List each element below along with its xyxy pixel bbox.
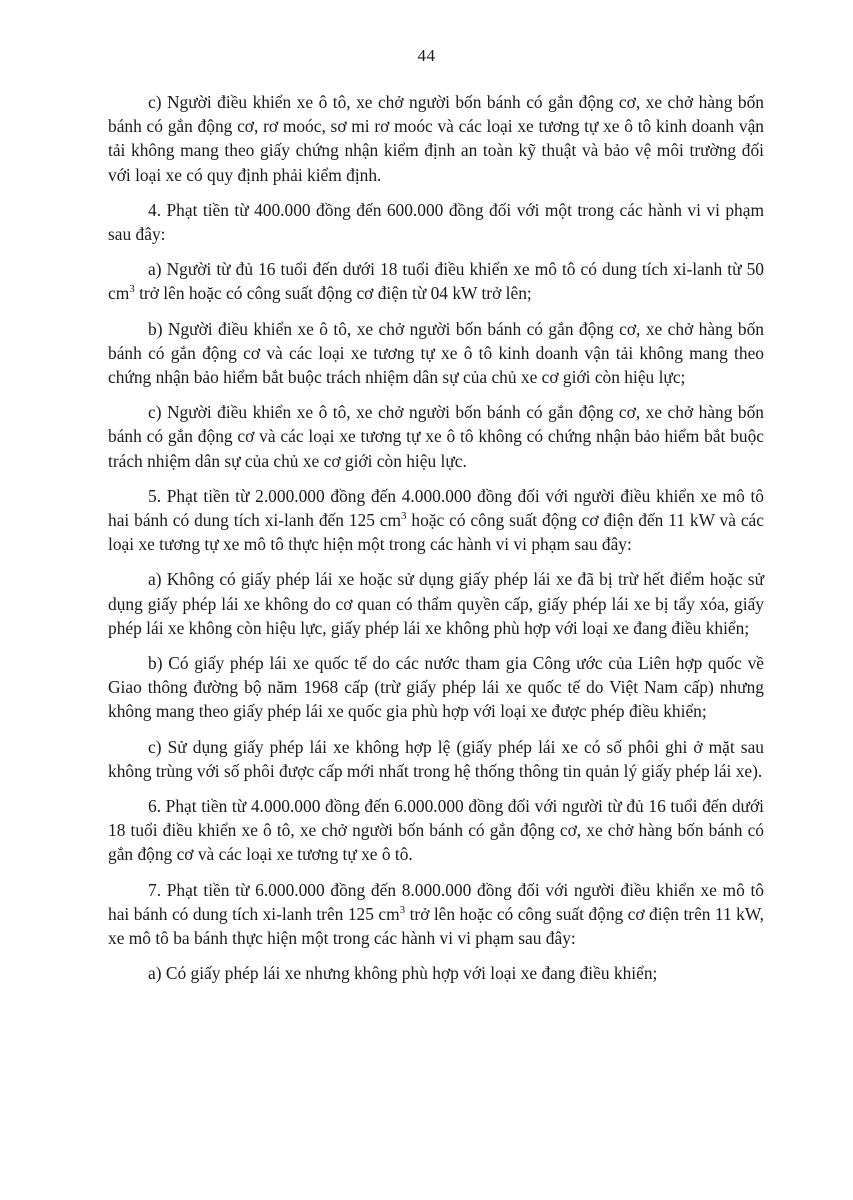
- paragraph: [108, 961, 764, 985]
- text-run: b) Có giấy phép lái xe quốc tế do các nước tham gia Công ước của Liên hợp quốc về Giao thông đường bộ năm 1968 cấp (trừ giấy phép lái xe quốc tế do Việt Nam cấp) nhưng không mang theo giấy phép lái xe quốc gia phù hợp với loại xe được phép điều khiển;: [108, 653, 764, 722]
- text-run: 5. Phạt tiền từ 2.000.000 đồng đến 4.000.000 đồng đối với người điều khiển xe mô tô hai bánh có dung tích xi-lanh đến 125 cm: [108, 485, 764, 531]
- document-body: [108, 90, 764, 986]
- text-run: c) Người điều khiển xe ô tô, xe chở người bốn bánh có gắn động cơ, xe chở hàng bốn bánh có gắn động cơ, rơ moóc, sơ mi rơ moóc và các loại xe tương tự xe ô tô kinh doanh vận tải không mang theo giấy chứng nhận kiểm định an toàn kỹ thuật và bảo vệ môi trường đối với loại xe có quy định phải kiểm định.: [108, 92, 764, 185]
- text-run: a) Không có giấy phép lái xe hoặc sử dụng giấy phép lái xe đã bị trừ hết điểm hoặc sử dụng giấy phép lái xe không do cơ quan có thẩm quyền cấp, giấy phép lái xe bị tẩy xóa, giấy phép lái xe không còn hiệu lực, giấy phép lái xe không phù hợp với loại xe đang điều khiển;: [108, 569, 764, 638]
- paragraph: [108, 257, 764, 305]
- paragraph: [108, 651, 764, 724]
- text-run: trở lên hoặc có công suất động cơ điện trên 11 kW, xe mô tô ba bánh thực hiện một trong các hành vi vi phạm sau đây:: [108, 903, 764, 949]
- text-run: a) Người từ đủ 16 tuổi đến dưới 18 tuổi điều khiển xe mô tô có dung tích xi-lanh từ 50 cm: [108, 259, 764, 304]
- paragraph: [108, 198, 764, 246]
- page-number: 44: [417, 46, 436, 65]
- superscript: 3: [129, 283, 135, 296]
- text-run: c) Sử dụng giấy phép lái xe không hợp lệ (giấy phép lái xe có số phôi ghi ở mặt sau không trùng với số phôi được cấp mới nhất trong hệ thống thông tin quản lý giấy phép lái xe).: [108, 736, 764, 781]
- text-run: c) Người điều khiển xe ô tô, xe chở người bốn bánh có gắn động cơ, xe chở hàng bốn bánh có gắn động cơ và các loại xe tương tự xe ô tô không có chứng nhận bảo hiểm bắt buộc trách nhiệm dân sự của chủ xe cơ giới còn hiệu lực.: [108, 402, 764, 471]
- paragraph: [108, 794, 764, 867]
- superscript: 3: [399, 904, 406, 917]
- paragraph: [108, 878, 764, 951]
- paragraph: [108, 567, 764, 640]
- paragraph: [108, 735, 764, 783]
- paragraph: [108, 317, 764, 390]
- text-run: trở lên hoặc có công suất động cơ điện từ 04 kW trở lên;: [134, 283, 532, 304]
- text-run: 4. Phạt tiền từ 400.000 đồng đến 600.000 đồng đối với một trong các hành vi vi phạm sau đây:: [108, 199, 764, 245]
- text-run: b) Người điều khiển xe ô tô, xe chở người bốn bánh có gắn động cơ, xe chở hàng bốn bánh có gắn động cơ và các loại xe tương tự xe ô tô kinh doanh vận tải không mang theo chứng nhận bảo hiểm bắt buộc trách nhiệm dân sự của chủ xe cơ giới còn hiệu lực;: [108, 318, 764, 388]
- paragraph: [108, 90, 764, 187]
- text-run: 7. Phạt tiền từ 6.000.000 đồng đến 8.000.000 đồng đối với người điều khiển xe mô tô hai bánh có dung tích xi-lanh trên 125 cm: [108, 879, 764, 924]
- paragraph: [108, 484, 764, 557]
- text-run: a) Có giấy phép lái xe nhưng không phù hợp với loại xe đang điều khiển;: [148, 963, 658, 984]
- text-run: 6. Phạt tiền từ 4.000.000 đồng đến 6.000.000 đồng đối với người từ đủ 16 tuổi đến dưới 18 tuổi điều khiển xe ô tô, xe chở người bốn bánh có gắn động cơ, xe chở hàng bốn bánh có gắn động cơ và các loại xe tương tự xe ô tô.: [108, 796, 764, 865]
- text-run: hoặc có công suất động cơ điện đến 11 kW và các loại xe tương tự xe mô tô thực hiện một trong các hành vi vi phạm sau đây:: [108, 510, 764, 555]
- superscript: 3: [401, 510, 407, 523]
- paragraph: [108, 400, 764, 473]
